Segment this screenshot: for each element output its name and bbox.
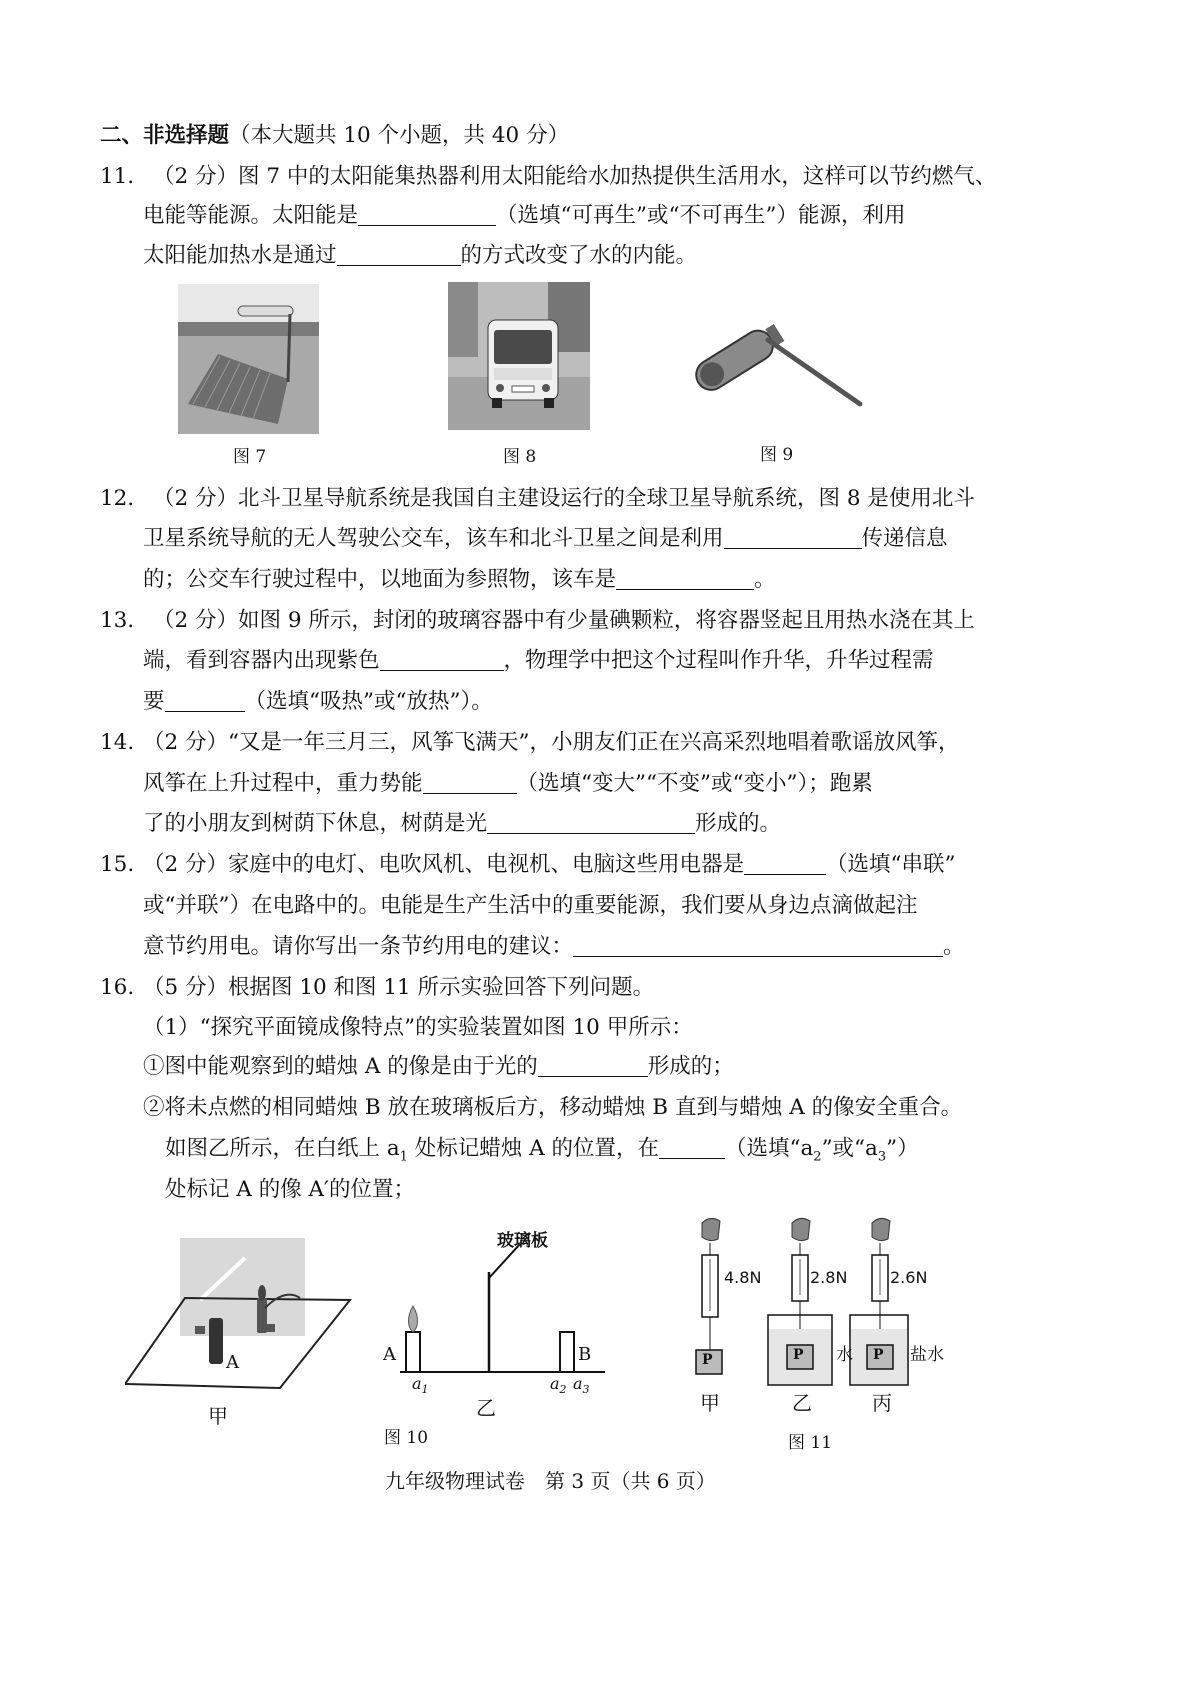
fig10-a3-label: $a_3$ bbox=[573, 1374, 590, 1397]
fig11-block-yi: P bbox=[793, 1347, 804, 1363]
q15-line1: （2 分）家庭中的电灯、电吹风机、电视机、电脑这些用电器是 （选填“串联” bbox=[143, 852, 956, 877]
fig11-yi-label: 乙 bbox=[792, 1391, 812, 1415]
q12-line3: 的；公交车行驶过程中，以地面为参照物，该车是 。 bbox=[143, 567, 776, 592]
fig10-jia-setup-illustration bbox=[125, 1238, 355, 1398]
q15-number: 15. bbox=[100, 852, 135, 877]
fig7-solar-heater-photo bbox=[178, 284, 319, 434]
q16-number: 16. bbox=[100, 975, 135, 1000]
section-title bbox=[100, 121, 569, 151]
q11-line2: 电能等能源。太阳能是 （选填“可再生”或“不可再生”）能源，利用 bbox=[143, 203, 906, 228]
fig10-glass-label: 玻璃板 bbox=[497, 1231, 548, 1251]
q14-line3: 了的小朋友到树荫下休息，树荫是光 形成的。 bbox=[143, 811, 782, 836]
q15-line2: 或“并联”）在电路中的。电能是生产生活中的重要能源，我们要从身边点滴做起注 bbox=[143, 893, 918, 918]
fig11-block-bing: P bbox=[873, 1347, 884, 1363]
fig9-caption: 图 9 bbox=[760, 445, 794, 465]
fig10-jia-candle-label: A bbox=[226, 1352, 239, 1373]
q15-blank2[interactable] bbox=[573, 934, 943, 957]
q11-number: 11． bbox=[100, 164, 149, 189]
q15-blank1[interactable] bbox=[744, 852, 826, 875]
q16-line5: 如图乙所示，在白纸上 $a_1$ 处标记蜡烛 A 的位置，在 （选填“$a_2$”或“$a_3$”） bbox=[165, 1136, 919, 1165]
fig8-bus-photo bbox=[448, 282, 590, 430]
q12-number: 12． bbox=[100, 486, 149, 511]
fig11-reading-bing: 2.6N bbox=[890, 1268, 928, 1287]
fig11-reading-yi: 2.8N bbox=[810, 1268, 848, 1287]
q13-line1: （2 分）如图 9 所示，封闭的玻璃容器中有少量碘颗粒，将容器竖起且用热水浇在其上 bbox=[153, 608, 975, 633]
q12-blank2[interactable] bbox=[616, 567, 754, 590]
fig11-bing-label: 丙 bbox=[872, 1391, 892, 1415]
fig11-water-label: 水 bbox=[836, 1345, 853, 1365]
fig10-yi-label: 乙 bbox=[476, 1396, 496, 1420]
fig11-reading-jia: 4.8N bbox=[724, 1268, 762, 1287]
q13-line2: 端，看到容器内出现紫色 ，物理学中把这个过程叫作升华，升华过程需 bbox=[143, 648, 934, 673]
q16-blank2[interactable] bbox=[659, 1136, 725, 1159]
section-title-rest: （本大题共 10 个小题，共 40 分） bbox=[229, 123, 570, 148]
q16-blank1[interactable] bbox=[538, 1054, 648, 1077]
fig10-right-candle-label: B bbox=[578, 1344, 592, 1365]
q14-blank1[interactable] bbox=[423, 771, 517, 794]
q16-line4: ②将未点燃的相同蜡烛 B 放在玻璃板后方，移动蜡烛 B 直到与蜡烛 A 的像安全重合。 bbox=[143, 1095, 963, 1120]
q13-blank1[interactable] bbox=[380, 648, 504, 671]
fig11-diagram bbox=[680, 1215, 960, 1395]
section-title-bold: 二、非选择题 bbox=[100, 123, 230, 148]
fig10-caption: 图 10 bbox=[384, 1428, 429, 1448]
q13-blank2[interactable] bbox=[165, 689, 245, 712]
q13-line3: 要 （选填“吸热”或“放热”）。 bbox=[143, 689, 493, 714]
fig8-caption: 图 8 bbox=[503, 447, 537, 467]
fig9-iodine-tube-illustration bbox=[690, 300, 880, 420]
q14-number: 14. bbox=[100, 730, 135, 755]
fig10-jia-label: 甲 bbox=[208, 1404, 228, 1428]
fig10-a2-label: $a_2$ bbox=[550, 1374, 567, 1397]
q14-line2: 风筝在上升过程中，重力势能 （选填“变大”“不变”或“变小”）；跑累 bbox=[143, 771, 873, 796]
q15-line3: 意节约用电。请你写出一条节约用电的建议： 。 bbox=[143, 934, 965, 959]
page-footer: 九年级物理试卷 第 3 页（共 6 页） bbox=[385, 1469, 716, 1493]
fig11-block-jia: P bbox=[702, 1352, 713, 1368]
q14-blank2[interactable] bbox=[487, 811, 695, 834]
q11-blank2[interactable] bbox=[337, 243, 461, 266]
fig11-saltwater-label: 盐水 bbox=[910, 1345, 944, 1365]
q16-line3: ①图中能观察到的蜡烛 A 的像是由于光的 形成的； bbox=[143, 1054, 734, 1079]
q11-blank1[interactable] bbox=[358, 203, 496, 226]
q14-line1: （2 分）“又是一年三月三，风筝飞满天”，小朋友们正在兴高采烈地唱着歌谣放风筝， bbox=[143, 730, 960, 755]
fig7-caption: 图 7 bbox=[233, 447, 267, 467]
q16-line1: （5 分）根据图 10 和图 11 所示实验回答下列问题。 bbox=[143, 975, 655, 1000]
q11-line1: （2 分）图 7 中的太阳能集热器利用太阳能给水加热提供生活用水，这样可以节约燃气、 bbox=[153, 164, 997, 189]
q13-number: 13． bbox=[100, 608, 149, 633]
q12-blank1[interactable] bbox=[724, 526, 862, 549]
q12-line2: 卫星系统导航的无人驾驶公交车，该车和北斗卫星之间是利用 传递信息 bbox=[143, 526, 948, 551]
q12-line1: （2 分）北斗卫星导航系统是我国自主建设运行的全球卫星导航系统，图 8 是使用北斗 bbox=[153, 486, 975, 511]
fig11-jia-label: 甲 bbox=[700, 1391, 720, 1415]
q11-line3: 太阳能加热水是通过 的方式改变了水的内能。 bbox=[143, 243, 698, 268]
fig10-left-candle-label: A bbox=[383, 1344, 396, 1365]
q16-line2: （1）“探究平面镜成像特点”的实验装置如图 10 甲所示： bbox=[143, 1015, 693, 1040]
fig10-a1-label: $a_1$ bbox=[412, 1374, 429, 1397]
fig11-caption: 图 11 bbox=[788, 1433, 833, 1453]
q16-line6: 处标记 A 的像 A′的位置； bbox=[165, 1177, 415, 1202]
